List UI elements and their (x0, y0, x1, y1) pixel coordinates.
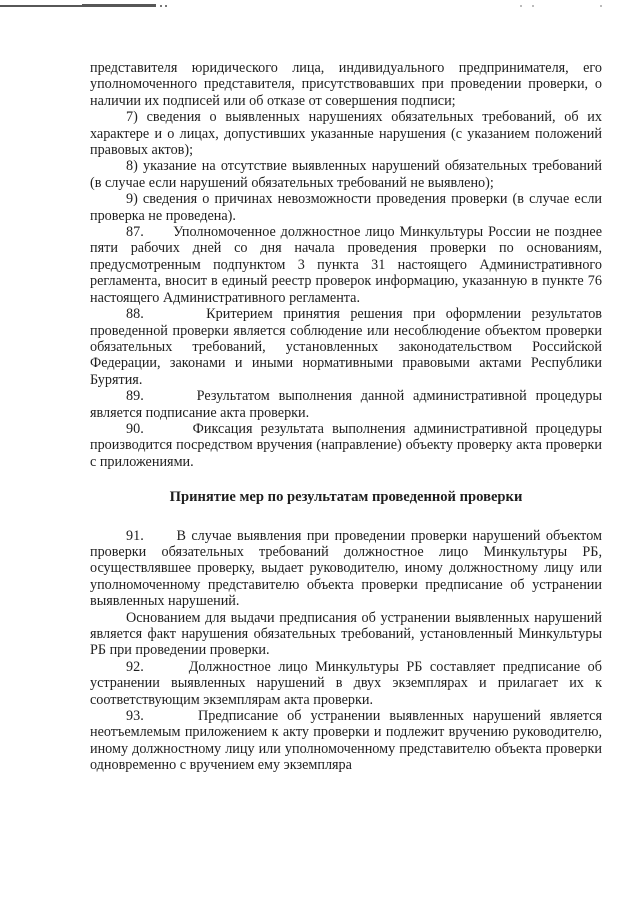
paragraph-92: 92. Должностное лицо Минкультуры РБ составляет предписание об устранении выявленных нарушений в двух экземплярах и прилагает их к соответствующим экземплярам акта проверки. (90, 658, 606, 708)
list-item-9: 9) сведения о причинах невозможности проведения проверки (в случае если проверка не проведена). (90, 191, 606, 224)
section-heading: Принятие мер по результатам проведенной проверки (169, 489, 523, 506)
paragraph-89: 89. Результатом выполнения данной административной процедуры является подписание акта проверки. (90, 388, 606, 421)
paragraph-continuation: представителя юридического лица, индивидуального предпринимателя, его уполномоченного представителя, присутствовавших при проведении проверки, о наличии их подписей или об отказе от совершения подписи; (90, 60, 602, 109)
document-page (90, 60, 606, 774)
scan-artifact (0, 0, 640, 14)
list-item-7: 7) сведения о выявленных нарушениях обязательных требований, об их характере и о лицах, допустивших указанные нарушения (с указанием положений правовых актов); (90, 109, 602, 159)
paragraph-88: 88. Критерием принятия решения при оформлении результатов проведенной проверки является соблюдение или несоблюдение объектом проверки обязательных требований, установленных законодательством Российской Федерации, законами и иными нормативными правовыми актами Республики Бурятия. (90, 306, 606, 388)
paragraph-93: 93. Предписание об устранении выявленных нарушений является неотъемлемым приложением к акту проверки и подлежит вручению руководителю, иному должностному лицу или уполномоченному представителю объекта проверки одновременно с вручением ему экземпляра (90, 708, 606, 774)
paragraph-91-continued: Основанием для выдачи предписания об устранении выявленных нарушений является факт нарушения обязательных требований, установленный Минкультуры РБ при проведении проверки. (90, 609, 602, 659)
paragraph-90: 90. Фиксация результата выполнения административной процедуры производится посредством вручения (направление) объекту проверку акта проверки с приложениями. (90, 420, 606, 470)
paragraph-87: 87. Уполномоченное должностное лицо Минкультуры России не позднее пяти рабочих дней со дня начала проведения проверки по основаниям, предусмотренным подпунктом 3 пункта 31 настоящего Административного регламента, вносит в единый реестр проверок информацию, указанную в пункте 76 настоящего Административного регламента. (90, 224, 606, 306)
paragraph-91: 91. В случае выявления при проведении проверки нарушений объектом проверки обязательных требований должностное лицо Минкультуры РБ, осуществлявшее проверку, выдает руководителю, иному должностному лицу или уполномоченному представителю объекта проверки предписание об устранении выявленных нарушений. (90, 527, 606, 610)
list-item-8: 8) указание на отсутствие выявленных нарушений обязательных требований (в случае если нарушений обязательных требований не выявлено); (90, 158, 602, 191)
